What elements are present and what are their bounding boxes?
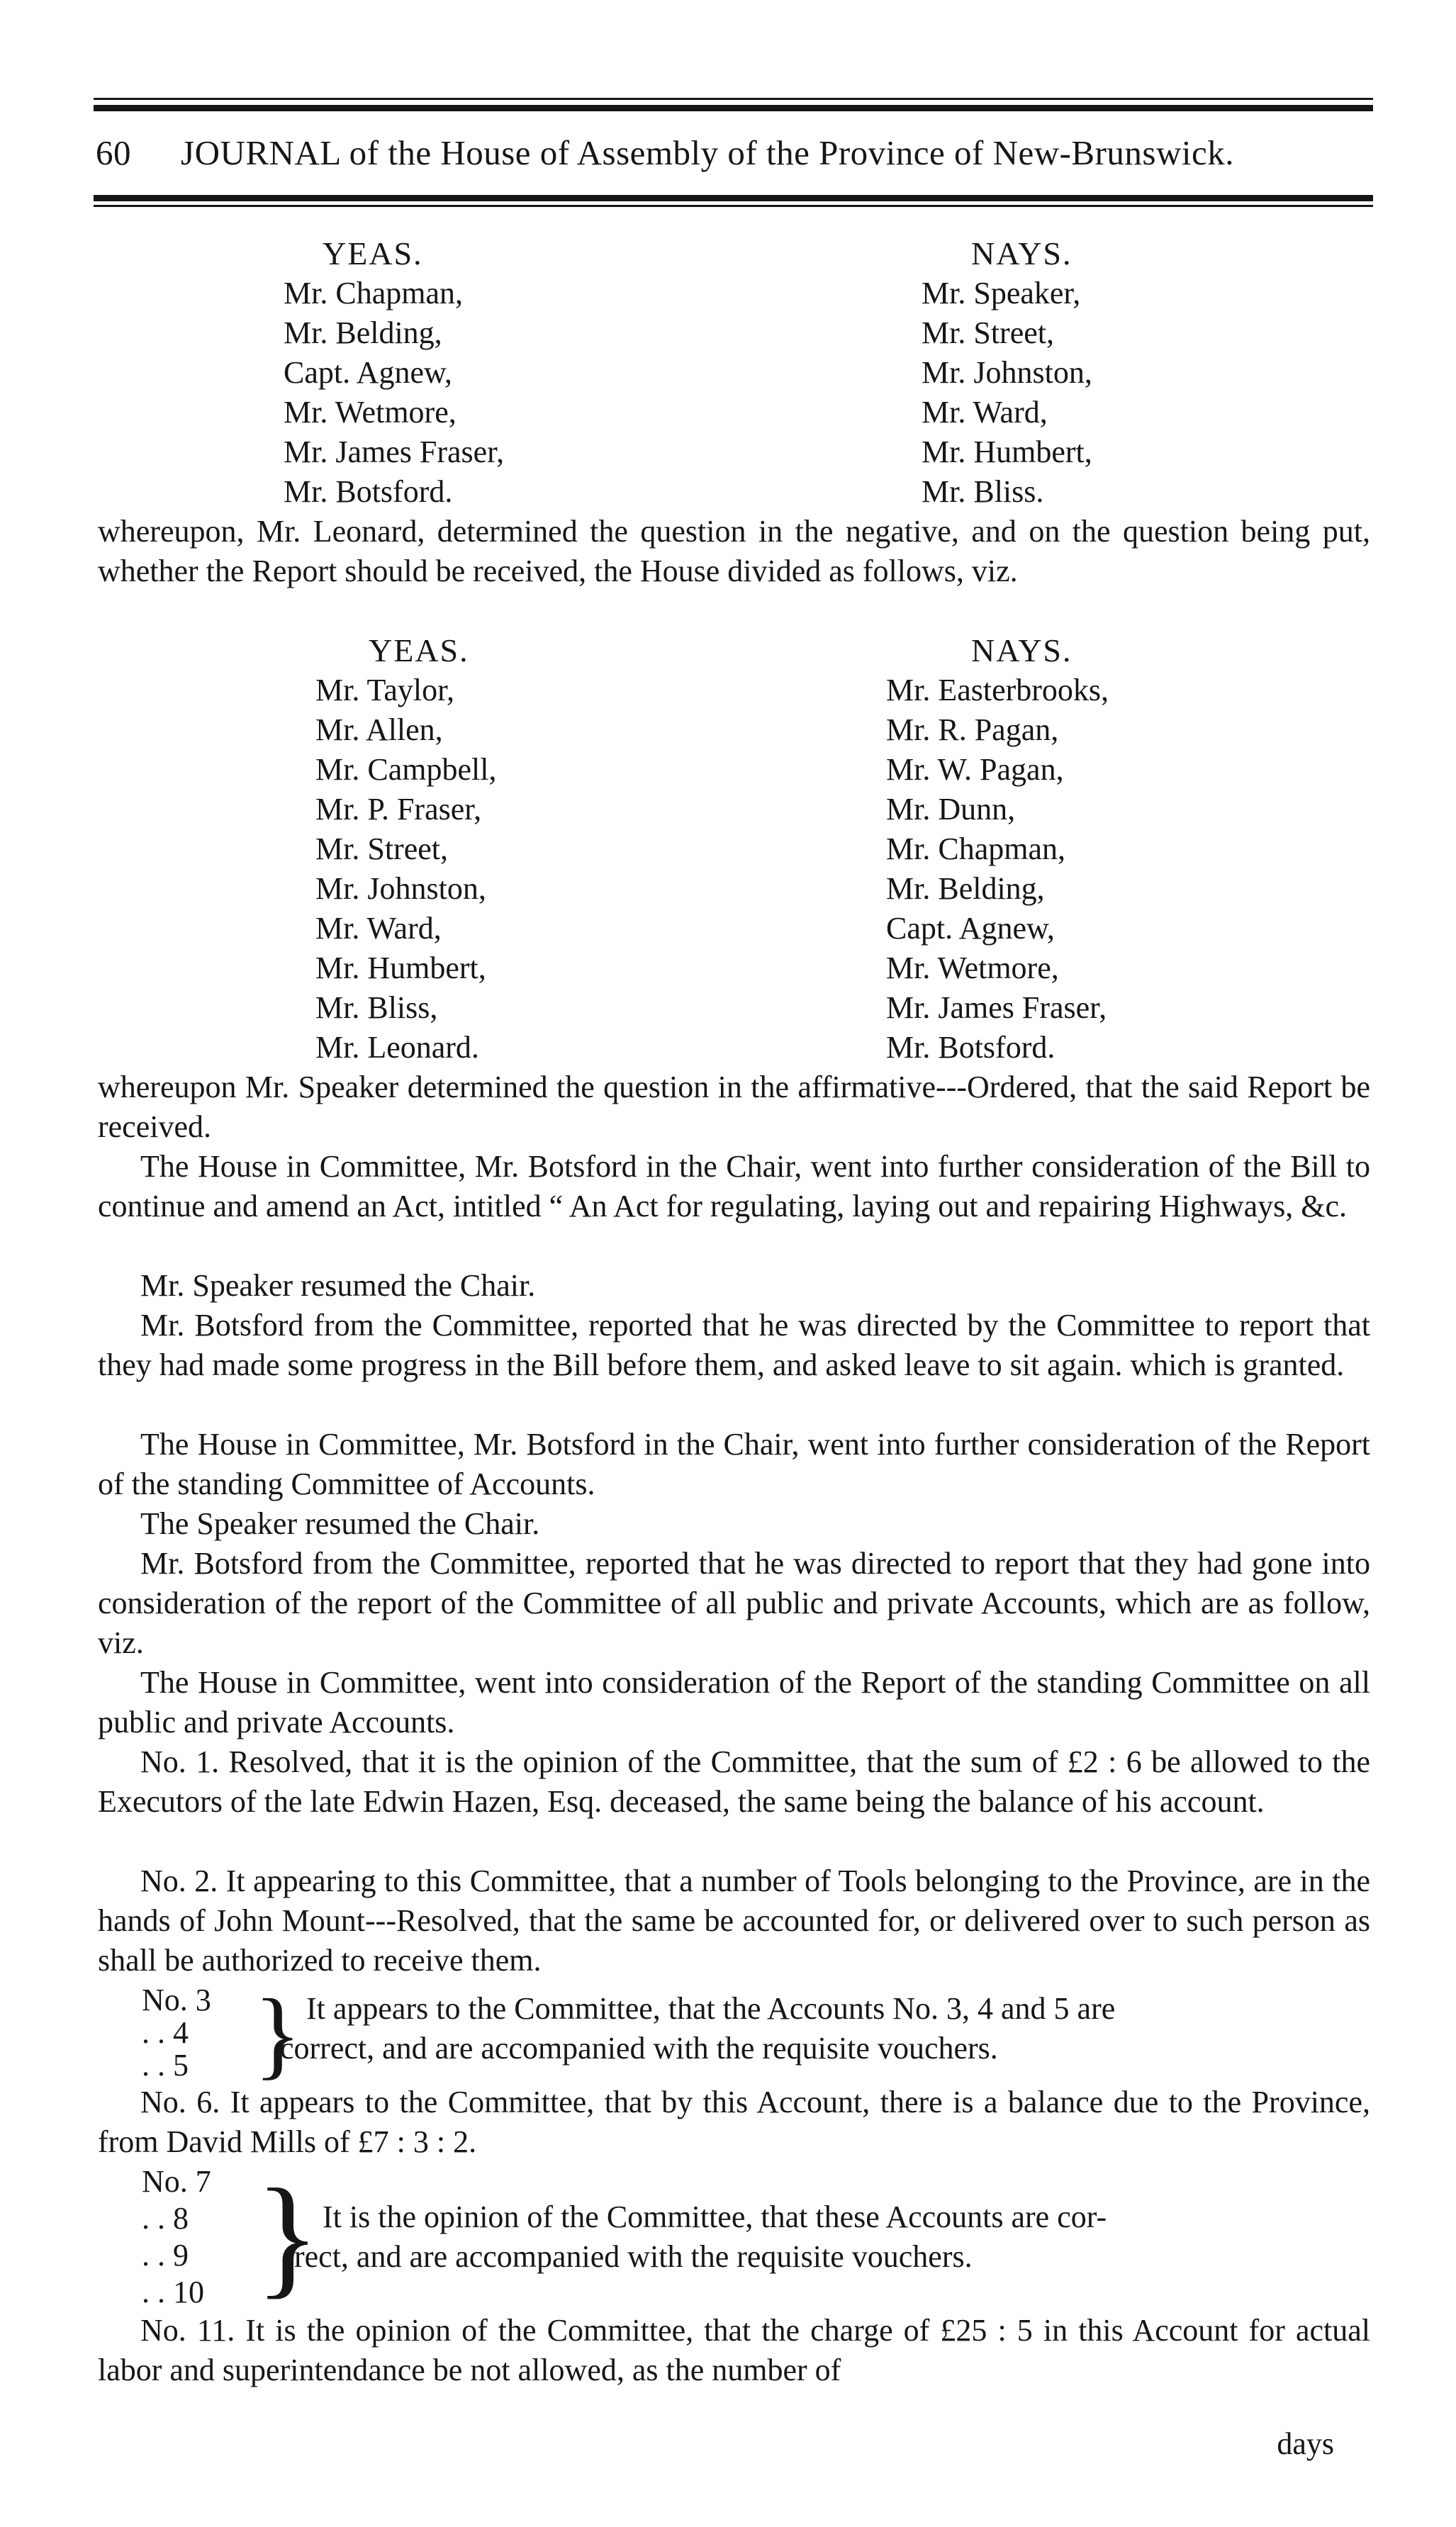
header-rule-top-thin <box>94 98 1373 100</box>
account-label-9: . . 9 <box>142 2238 189 2273</box>
yea-vote: Mr. Street, <box>315 831 448 866</box>
yea-vote: Mr. James Fraser, <box>284 435 505 469</box>
paragraph-report-accounts: Mr. Botsford from the Committee, reported that he was directed to report that they had gone into consideration of the report of the Committee of all public and private Accounts, which are as follow, viz. <box>98 1546 1370 1660</box>
accounts-7-10-line-1: It is the opinion of the Committee, that these Accounts are cor- <box>323 2200 1107 2234</box>
page-header <box>96 125 1372 181</box>
nays-heading: NAYS. <box>971 235 1073 271</box>
header-rule-bottom-thin <box>94 205 1373 207</box>
yea-vote: Mr. Bliss, <box>315 990 438 1025</box>
nay-vote: Mr. Botsford. <box>886 1030 1055 1065</box>
yea-vote: Mr. P. Fraser, <box>315 792 482 827</box>
nay-vote: Mr. Ward, <box>922 395 1048 430</box>
page-title: JOURNAL of the House of Assembly of the Province of New-Brunswick. <box>181 133 1234 172</box>
nay-vote: Mr. R. Pagan, <box>886 712 1059 747</box>
paragraph-whereupon-affirmative: whereupon Mr. Speaker determined the question in the affirmative---Ordered, that the said Report be received. <box>98 1070 1370 1144</box>
resolution-no-6: No. 6. It appears to the Committee, that by this Account, there is a balance due to the Province, from David Mills of £7 : 3 : 2. <box>98 2085 1370 2159</box>
accounts-7-10-line-2: rect, and are accompanied with the requisite vouchers. <box>294 2239 973 2274</box>
yea-vote: Mr. Campbell, <box>315 752 497 787</box>
nay-vote: Mr. Bliss. <box>922 474 1044 509</box>
nay-vote: Mr. Chapman, <box>886 831 1065 866</box>
paragraph-committee-accounts: The House in Committee, Mr. Botsford in the Chair, went into further consideration of the Report of the standing Committee of Accounts. <box>98 1427 1370 1501</box>
yea-vote: Mr. Humbert, <box>315 951 486 985</box>
resolution-no-2: No. 2. It appearing to this Committee, that a number of Tools belonging to the Province, are in the hands of John Mount---Resolved, that the same be accounted for, or delivered over to such person as shall be authorized to receive them. <box>98 1864 1370 1978</box>
yea-vote: Mr. Ward, <box>315 911 442 946</box>
nay-vote: Mr. Speaker, <box>922 276 1081 310</box>
yea-vote: Mr. Leonard. <box>315 1030 479 1065</box>
nay-vote: Mr. Wetmore, <box>886 951 1059 985</box>
yea-vote: Mr. Allen, <box>315 712 443 747</box>
nay-vote: Capt. Agnew, <box>886 911 1055 946</box>
accounts-3-5-line-1: It appears to the Committee, that the Accounts No. 3, 4 and 5 are <box>306 1991 1116 2026</box>
catchword: days <box>1277 2426 1334 2461</box>
paragraph-speaker-resumed-2: The Speaker resumed the Chair. <box>140 1506 540 1541</box>
yea-vote: Capt. Agnew, <box>284 355 452 390</box>
yea-vote: Mr. Chapman, <box>284 276 463 310</box>
nays-heading: NAYS. <box>971 632 1073 668</box>
yea-vote: Mr. Taylor, <box>315 673 455 707</box>
account-label-7: No. 7 <box>142 2164 211 2199</box>
resolution-no-11: No. 11. It is the opinion of the Committee, that the charge of £25 : 5 in this Account for actual labor and superintendance be not allowed, as the number of <box>98 2313 1370 2387</box>
nay-vote: Mr. Easterbrooks, <box>886 673 1109 707</box>
nay-vote: Mr. James Fraser, <box>886 990 1107 1025</box>
nay-vote: Mr. W. Pagan, <box>886 752 1064 787</box>
account-label-3: No. 3 <box>142 1983 211 2017</box>
nay-vote: Mr. Humbert, <box>922 435 1092 469</box>
account-label-10: . . 10 <box>142 2275 204 2309</box>
yeas-heading: YEAS. <box>369 632 469 668</box>
page-number: 60 <box>96 133 131 172</box>
paragraph-committee-public-accounts: The House in Committee, went into consideration of the Report of the standing Committee on all public and private Accounts. <box>98 1665 1370 1739</box>
account-label-5: . . 5 <box>142 2048 189 2083</box>
account-label-4: . . 4 <box>142 2015 189 2050</box>
brace-3-5: } <box>254 1979 302 2089</box>
nay-vote: Mr. Johnston, <box>922 355 1092 390</box>
nay-vote: Mr. Street, <box>922 315 1054 350</box>
yea-vote: Mr. Wetmore, <box>284 395 457 430</box>
yea-vote: Mr. Johnston, <box>315 871 486 906</box>
accounts-3-5-line-2: correct, and are accompanied with the requisite vouchers. <box>280 2031 998 2066</box>
paragraph-speaker-resumed: Mr. Speaker resumed the Chair. <box>140 1268 536 1303</box>
header-rule-top-thick <box>94 105 1373 111</box>
yea-vote: Mr. Belding, <box>284 315 442 350</box>
account-label-8: . . 8 <box>142 2201 189 2236</box>
brace-7-10: } <box>255 2162 320 2311</box>
resolution-no-1: No. 1. Resolved, that it is the opinion of the Committee, that the sum of £2 : 6 be allowed to the Executors of the late Edwin Hazen, Esq. deceased, the same being the balance of his account. <box>98 1744 1370 1819</box>
yea-vote: Mr. Botsford. <box>284 474 453 509</box>
paragraph-committee-highways: The House in Committee, Mr. Botsford in the Chair, went into further consideration of the Bill to continue and amend an Act, intitled “ An Act for regulating, laying out and repairing Highways, &c. <box>98 1149 1370 1223</box>
paragraph-report-progress: Mr. Botsford from the Committee, reported that he was directed by the Committee to report that they had made some progress in the Bill before them, and asked leave to sit again. which is granted. <box>98 1308 1370 1382</box>
nay-vote: Mr. Dunn, <box>886 792 1016 827</box>
nay-vote: Mr. Belding, <box>886 871 1045 906</box>
paragraph-whereupon-negative: whereupon, Mr. Leonard, determined the question in the negative, and on the question being put, whether the Report should be received, the House divided as follows, viz. <box>98 514 1370 588</box>
header-rule-bottom-thick <box>94 195 1373 201</box>
yeas-heading: YEAS. <box>323 235 423 271</box>
